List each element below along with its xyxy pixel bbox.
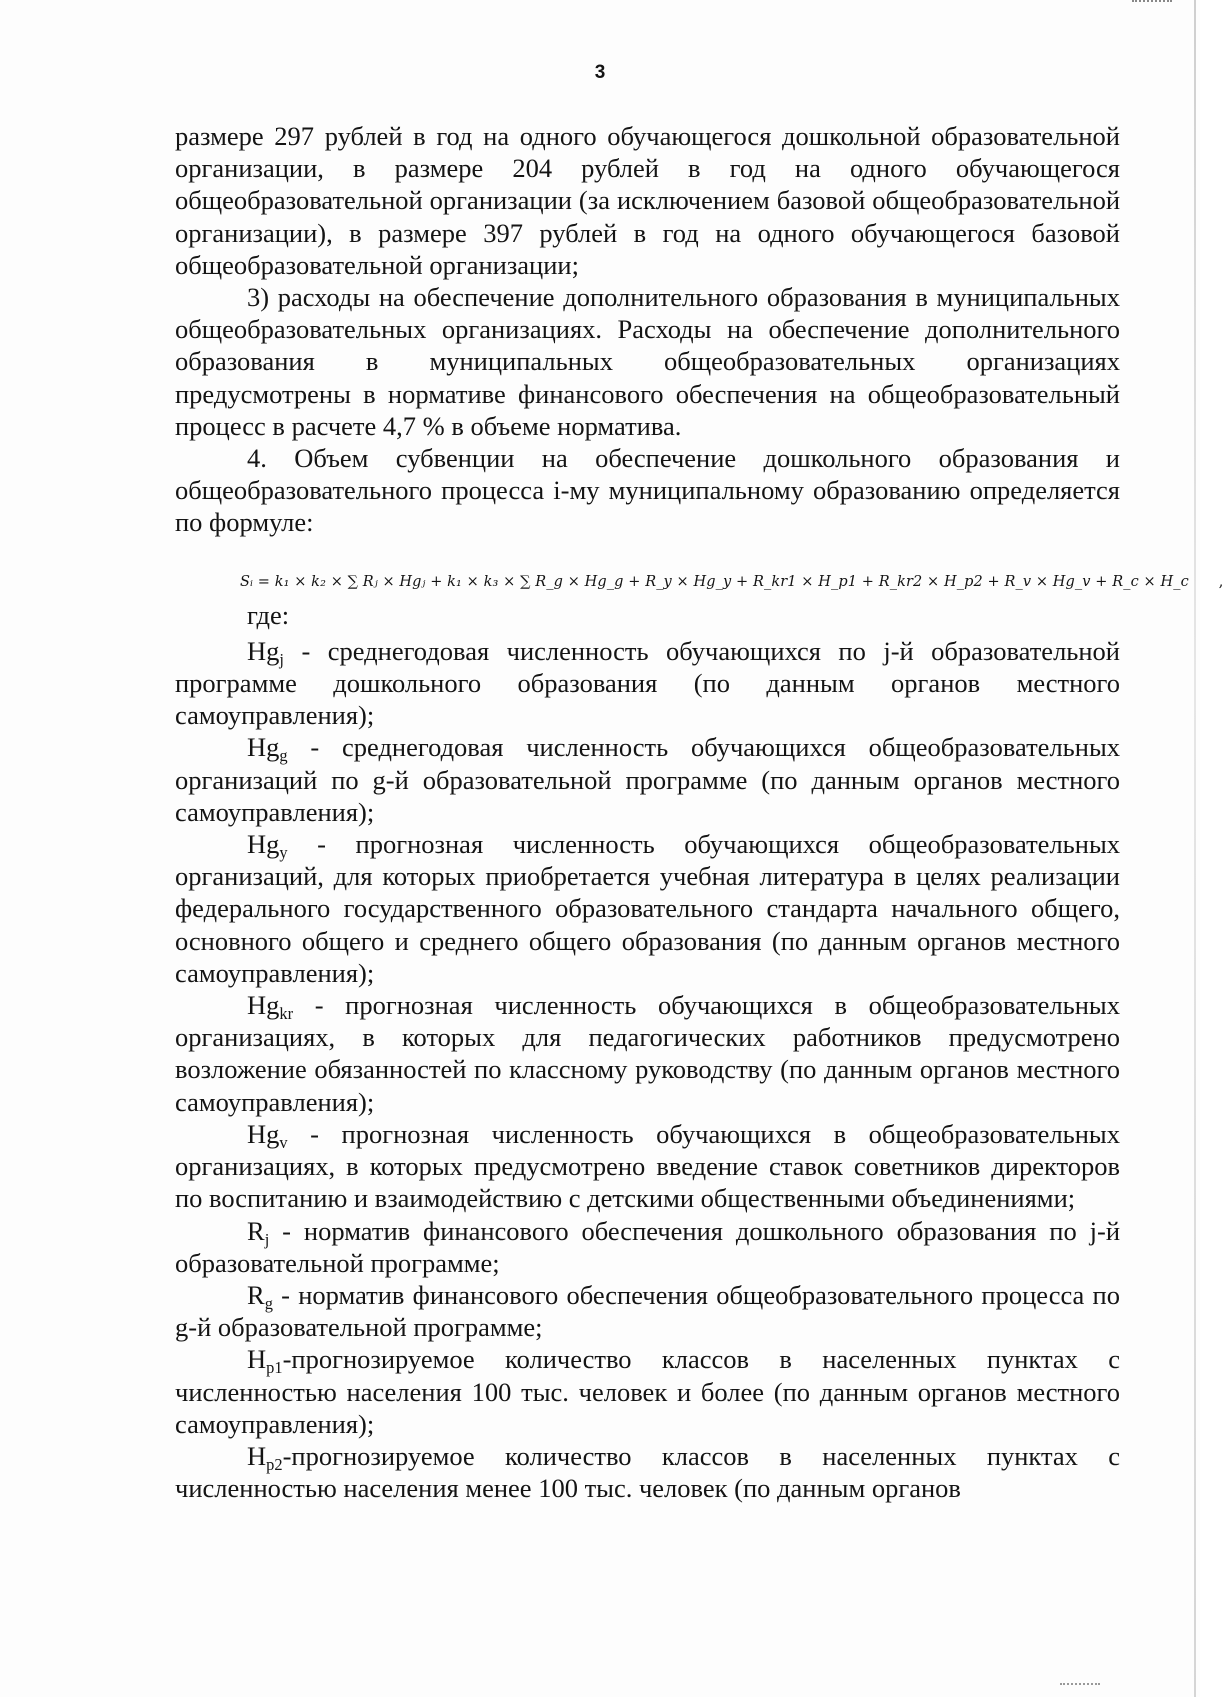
definition-text: - норматив финансового обеспечения общеобразовательного процесса по g-й образовательной программе; xyxy=(175,1279,1120,1343)
definition-item xyxy=(175,1118,1120,1215)
definition-symbol: H xyxy=(247,1440,267,1471)
paragraph-item-3: 3) расходы на обеспечение дополнительного образования в муниципальных общеобразовательных организациях. Расходы на обеспечение дополнительного образования в муниципальных общеобразовательных организациях предусмотрены в нормативе финансового обеспечения на общеобразовательный процесс в расчете 4,7 % в объеме норматива. xyxy=(175,282,1120,441)
definition-subscript: y xyxy=(279,842,288,862)
definition-symbol: H xyxy=(247,1344,267,1375)
definition-item xyxy=(175,635,1120,732)
definition-symbol: R xyxy=(247,1279,265,1310)
formula-trailing-comma: , xyxy=(1218,573,1224,590)
definition-subscript: j xyxy=(264,1229,270,1249)
scan-artifact-bottom xyxy=(1060,1677,1100,1685)
definition-item xyxy=(175,1343,1120,1440)
definition-item xyxy=(175,1440,1120,1504)
paragraph-item-4: 4. Объем субвенции на обеспечение дошкольного образования и общеобразовательного процесса i-му муниципальному образованию определяется по формуле: xyxy=(175,443,1120,538)
definition-symbol: Hg xyxy=(247,635,280,666)
formula-expression: Sᵢ = k₁ × k₂ × ∑ Rⱼ × Hgⱼ + k₁ × k₃ × ∑ R_g × Hg_g + R_y × Hg_y + R_kr1 × H_p1 + R_kr2 × H_p2 + R_v × Hg_v + R_c × H_c xyxy=(240,573,1189,590)
definition-text: - среднегодовая численность обучающихся по j-й образовательной программе дошкольного образования (по данным органов местного самоуправления); xyxy=(175,635,1120,731)
definition-subscript: j xyxy=(279,649,284,669)
definition-subscript: p1 xyxy=(266,1358,283,1378)
definition-text: - норматив финансового обеспечения дошкольного образования по j-й образовательной программе; xyxy=(175,1215,1120,1278)
definition-text: -прогнозируемое количество классов в населенных пунктах с численностью населения менее 100 тыс. человек (по данным органов xyxy=(175,1440,1120,1504)
scan-page-edge xyxy=(1194,0,1196,1697)
definition-text: -прогнозируемое количество классов в населенных пунктах с численностью населения 100 тыс. человек и более (по данным органов местного самоуправления); xyxy=(175,1344,1120,1439)
definition-subscript: g xyxy=(264,1293,273,1313)
definition-subscript: g xyxy=(279,746,288,766)
scan-artifact-top xyxy=(1132,0,1172,6)
definition-symbol: Hg xyxy=(247,732,280,763)
definition-text: - среднегодовая численность обучающихся общеобразовательных организаций по g-й образовательной программе (по данным органов местного самоуправления); xyxy=(175,732,1120,827)
definitions-list xyxy=(175,635,1120,1504)
definition-item xyxy=(175,989,1120,1118)
definition-text: - прогнозная численность обучающихся в общеобразовательных организациях, в которых для педагогических работников предусмотрено возложение обязанностей по классному руководству (по данным органов местного самоуправления); xyxy=(175,990,1120,1117)
definition-subscript: kr xyxy=(279,1004,294,1023)
subvention-formula xyxy=(240,569,1224,595)
page-number: 3 xyxy=(594,62,606,83)
document-body xyxy=(175,120,1224,1504)
definition-item xyxy=(175,731,1120,828)
definition-text: - прогнозная численность обучающихся общеобразовательных организаций, для которых приобретается учебная литература в целях реализации федерального государственного образовательного стандарта начального общего, основного общего и среднего общего образования (по данным органов местного самоуправления); xyxy=(175,829,1120,988)
definition-subscript: p2 xyxy=(266,1454,283,1474)
definition-symbol: Hg xyxy=(247,829,280,860)
definition-text: - прогнозная численность обучающихся в общеобразовательных организациях, в которых предусмотрено введение ставок советников директоров по воспитанию и взаимодействию с детскими общественными объединениями; xyxy=(175,1118,1120,1214)
definition-item xyxy=(175,828,1120,989)
where-label: где: xyxy=(247,599,290,630)
definition-symbol: Hg xyxy=(247,1118,280,1149)
paragraph-continuation: размере 297 рублей в год на одного обучающегося дошкольной образовательной организации, в размере 204 рублей в год на одного обучающегося общеобразовательной организации (за исключением базовой общеобразовательной организации), в размере 397 рублей в год на одного обучающегося базовой общеобразовательной организации; xyxy=(175,121,1120,280)
definition-symbol: R xyxy=(247,1215,265,1246)
definition-symbol: Hg xyxy=(247,990,280,1021)
definition-subscript: v xyxy=(279,1132,288,1152)
definition-item xyxy=(175,1279,1120,1343)
definition-item xyxy=(175,1215,1120,1279)
